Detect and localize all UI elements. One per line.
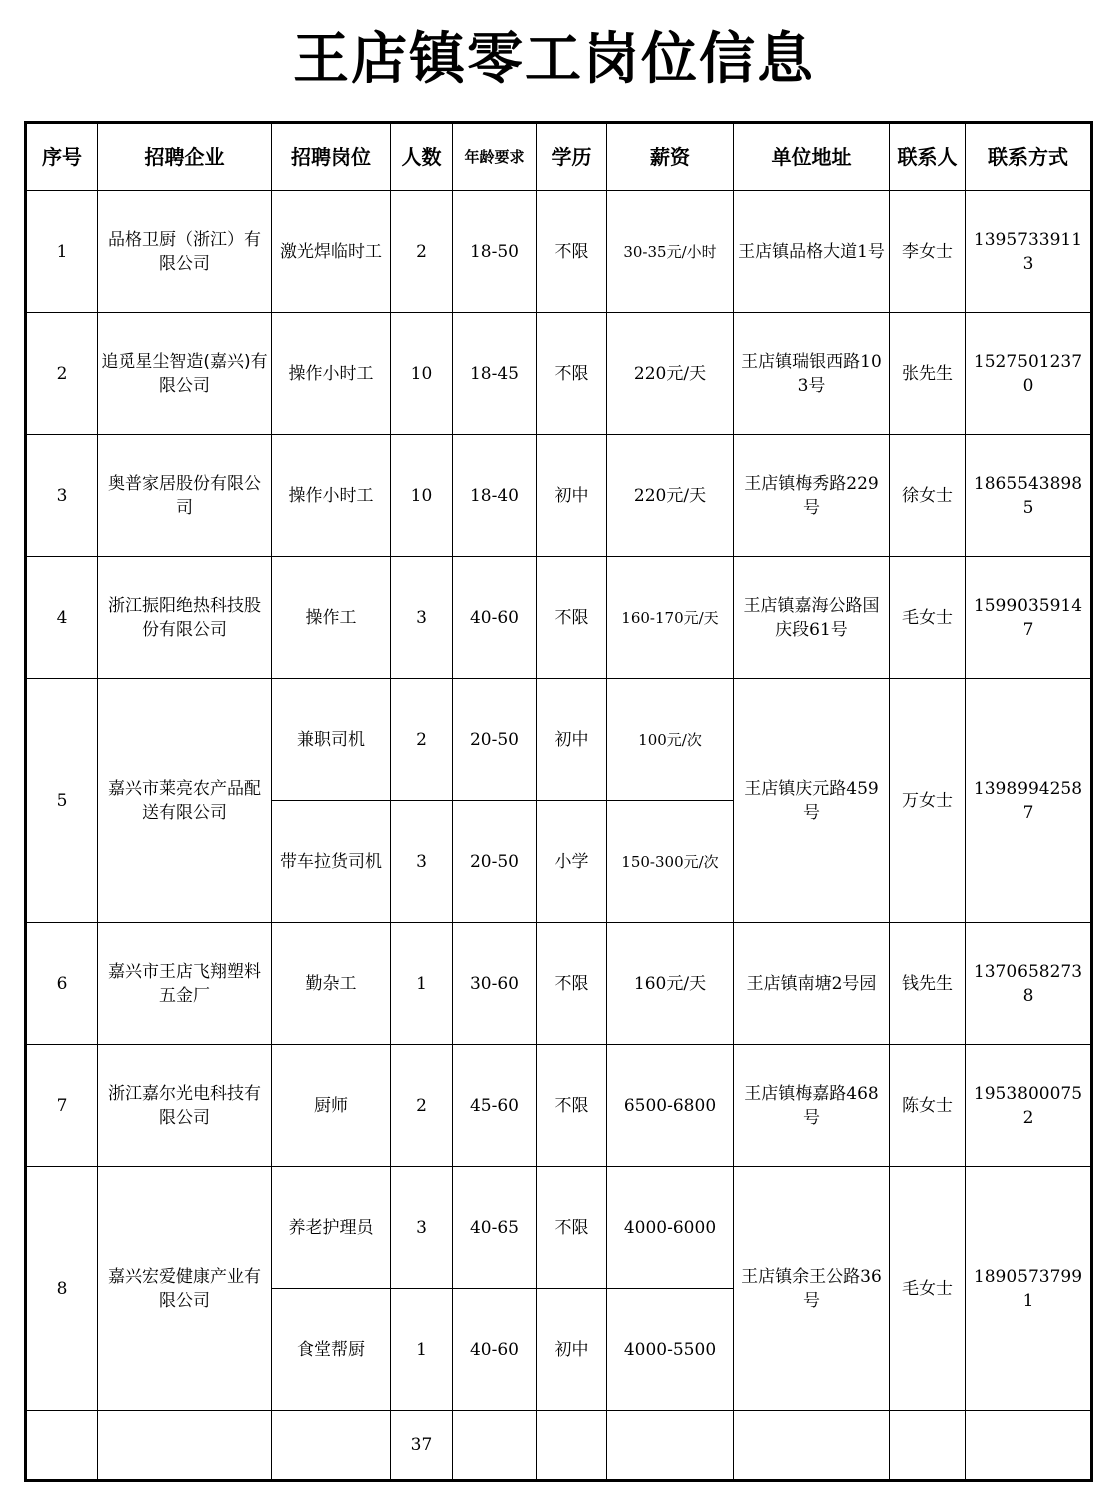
row-no: 2 bbox=[26, 313, 98, 435]
position-count: 10 bbox=[391, 435, 453, 557]
position-count: 1 bbox=[391, 1289, 453, 1411]
row-no: 8 bbox=[26, 1167, 98, 1411]
company-contact: 徐女士 bbox=[890, 435, 966, 557]
position-age: 18-50 bbox=[453, 191, 537, 313]
company-contact: 钱先生 bbox=[890, 923, 966, 1045]
total-count: 37 bbox=[391, 1411, 453, 1481]
header-no: 序号 bbox=[26, 123, 98, 191]
position-pay: 150-300元/次 bbox=[607, 801, 734, 923]
company-address: 王店镇嘉海公路国庆段61号 bbox=[734, 557, 890, 679]
total-empty-cell bbox=[966, 1411, 1092, 1481]
position-age: 20-50 bbox=[453, 679, 537, 801]
position-age: 40-65 bbox=[453, 1167, 537, 1289]
position-education: 不限 bbox=[537, 557, 607, 679]
company-phone: 15990359147 bbox=[966, 557, 1092, 679]
position-age: 45-60 bbox=[453, 1045, 537, 1167]
table-row bbox=[26, 191, 1092, 313]
company-contact: 万女士 bbox=[890, 679, 966, 923]
company-address: 王店镇瑞银西路103号 bbox=[734, 313, 890, 435]
position-count: 2 bbox=[391, 679, 453, 801]
jobs-table bbox=[24, 121, 1093, 1482]
company-name: 追觅星尘智造(嘉兴)有限公司 bbox=[98, 313, 272, 435]
company-phone: 19538000752 bbox=[966, 1045, 1092, 1167]
header-education: 学历 bbox=[537, 123, 607, 191]
position-age: 18-40 bbox=[453, 435, 537, 557]
total-empty-cell bbox=[272, 1411, 391, 1481]
position-title: 兼职司机 bbox=[272, 679, 391, 801]
position-pay: 160元/天 bbox=[607, 923, 734, 1045]
position-age: 20-50 bbox=[453, 801, 537, 923]
position-title: 食堂帮厨 bbox=[272, 1289, 391, 1411]
header-pay: 薪资 bbox=[607, 123, 734, 191]
position-education: 不限 bbox=[537, 313, 607, 435]
position-title: 操作小时工 bbox=[272, 435, 391, 557]
position-count: 3 bbox=[391, 801, 453, 923]
total-empty-cell bbox=[607, 1411, 734, 1481]
position-count: 2 bbox=[391, 191, 453, 313]
position-pay: 220元/天 bbox=[607, 435, 734, 557]
company-contact: 李女士 bbox=[890, 191, 966, 313]
position-title: 勤杂工 bbox=[272, 923, 391, 1045]
company-name: 嘉兴市王店飞翔塑料五金厂 bbox=[98, 923, 272, 1045]
company-name: 浙江嘉尔光电科技有限公司 bbox=[98, 1045, 272, 1167]
header-contact: 联系人 bbox=[890, 123, 966, 191]
total-empty-cell bbox=[734, 1411, 890, 1481]
total-empty-cell bbox=[26, 1411, 98, 1481]
company-phone: 18655438985 bbox=[966, 435, 1092, 557]
position-pay: 6500-6800 bbox=[607, 1045, 734, 1167]
position-age: 40-60 bbox=[453, 1289, 537, 1411]
position-education: 初中 bbox=[537, 679, 607, 801]
company-phone: 13957339113 bbox=[966, 191, 1092, 313]
position-education: 不限 bbox=[537, 923, 607, 1045]
company-address: 王店镇品格大道1号 bbox=[734, 191, 890, 313]
position-title: 养老护理员 bbox=[272, 1167, 391, 1289]
position-title: 带车拉货司机 bbox=[272, 801, 391, 923]
row-no: 7 bbox=[26, 1045, 98, 1167]
company-address: 王店镇庆元路459号 bbox=[734, 679, 890, 923]
total-row bbox=[26, 1411, 1092, 1481]
company-contact: 张先生 bbox=[890, 313, 966, 435]
position-title: 激光焊临时工 bbox=[272, 191, 391, 313]
position-title: 操作小时工 bbox=[272, 313, 391, 435]
table-row bbox=[26, 923, 1092, 1045]
position-pay: 100元/次 bbox=[607, 679, 734, 801]
company-name: 奥普家居股份有限公司 bbox=[98, 435, 272, 557]
company-phone: 18905737991 bbox=[966, 1167, 1092, 1411]
position-pay: 30-35元/小时 bbox=[607, 191, 734, 313]
position-count: 3 bbox=[391, 1167, 453, 1289]
company-phone: 15275012370 bbox=[966, 313, 1092, 435]
company-address: 王店镇梅嘉路468号 bbox=[734, 1045, 890, 1167]
company-address: 王店镇梅秀路229号 bbox=[734, 435, 890, 557]
row-no: 1 bbox=[26, 191, 98, 313]
company-address: 王店镇余王公路36号 bbox=[734, 1167, 890, 1411]
company-name: 嘉兴市莱亮农产品配送有限公司 bbox=[98, 679, 272, 923]
position-education: 初中 bbox=[537, 1289, 607, 1411]
table-row bbox=[26, 557, 1092, 679]
position-education: 不限 bbox=[537, 1167, 607, 1289]
position-age: 40-60 bbox=[453, 557, 537, 679]
header-phone: 联系方式 bbox=[966, 123, 1092, 191]
row-no: 6 bbox=[26, 923, 98, 1045]
page-title: 王店镇零工岗位信息 bbox=[293, 27, 815, 92]
company-phone: 13989942587 bbox=[966, 679, 1092, 923]
position-education: 不限 bbox=[537, 191, 607, 313]
company-name: 品格卫厨（浙江）有限公司 bbox=[98, 191, 272, 313]
company-contact: 毛女士 bbox=[890, 1167, 966, 1411]
row-no: 3 bbox=[26, 435, 98, 557]
header-row bbox=[26, 123, 1092, 191]
position-education: 小学 bbox=[537, 801, 607, 923]
header-age: 年龄要求 bbox=[453, 123, 537, 191]
position-pay: 160-170元/天 bbox=[607, 557, 734, 679]
row-no: 4 bbox=[26, 557, 98, 679]
company-phone: 13706582738 bbox=[966, 923, 1092, 1045]
row-no: 5 bbox=[26, 679, 98, 923]
position-count: 3 bbox=[391, 557, 453, 679]
table-row bbox=[26, 1045, 1092, 1167]
position-education: 不限 bbox=[537, 1045, 607, 1167]
position-age: 18-45 bbox=[453, 313, 537, 435]
company-contact: 陈女士 bbox=[890, 1045, 966, 1167]
total-empty-cell bbox=[537, 1411, 607, 1481]
position-count: 1 bbox=[391, 923, 453, 1045]
position-count: 2 bbox=[391, 1045, 453, 1167]
position-pay: 4000-6000 bbox=[607, 1167, 734, 1289]
company-contact: 毛女士 bbox=[890, 557, 966, 679]
position-pay: 220元/天 bbox=[607, 313, 734, 435]
company-name: 浙江振阳绝热科技股份有限公司 bbox=[98, 557, 272, 679]
table-row bbox=[26, 679, 1092, 801]
table-row bbox=[26, 435, 1092, 557]
position-title: 操作工 bbox=[272, 557, 391, 679]
company-name: 嘉兴宏爱健康产业有限公司 bbox=[98, 1167, 272, 1411]
total-empty-cell bbox=[98, 1411, 272, 1481]
company-address: 王店镇南塘2号园 bbox=[734, 923, 890, 1045]
position-title: 厨师 bbox=[272, 1045, 391, 1167]
header-address: 单位地址 bbox=[734, 123, 890, 191]
header-position: 招聘岗位 bbox=[272, 123, 391, 191]
position-age: 30-60 bbox=[453, 923, 537, 1045]
position-education: 初中 bbox=[537, 435, 607, 557]
position-pay: 4000-5500 bbox=[607, 1289, 734, 1411]
header-count: 人数 bbox=[391, 123, 453, 191]
position-count: 10 bbox=[391, 313, 453, 435]
table-row bbox=[26, 313, 1092, 435]
total-empty-cell bbox=[890, 1411, 966, 1481]
header-company: 招聘企业 bbox=[98, 123, 272, 191]
total-empty-cell bbox=[453, 1411, 537, 1481]
table-row bbox=[26, 1167, 1092, 1289]
